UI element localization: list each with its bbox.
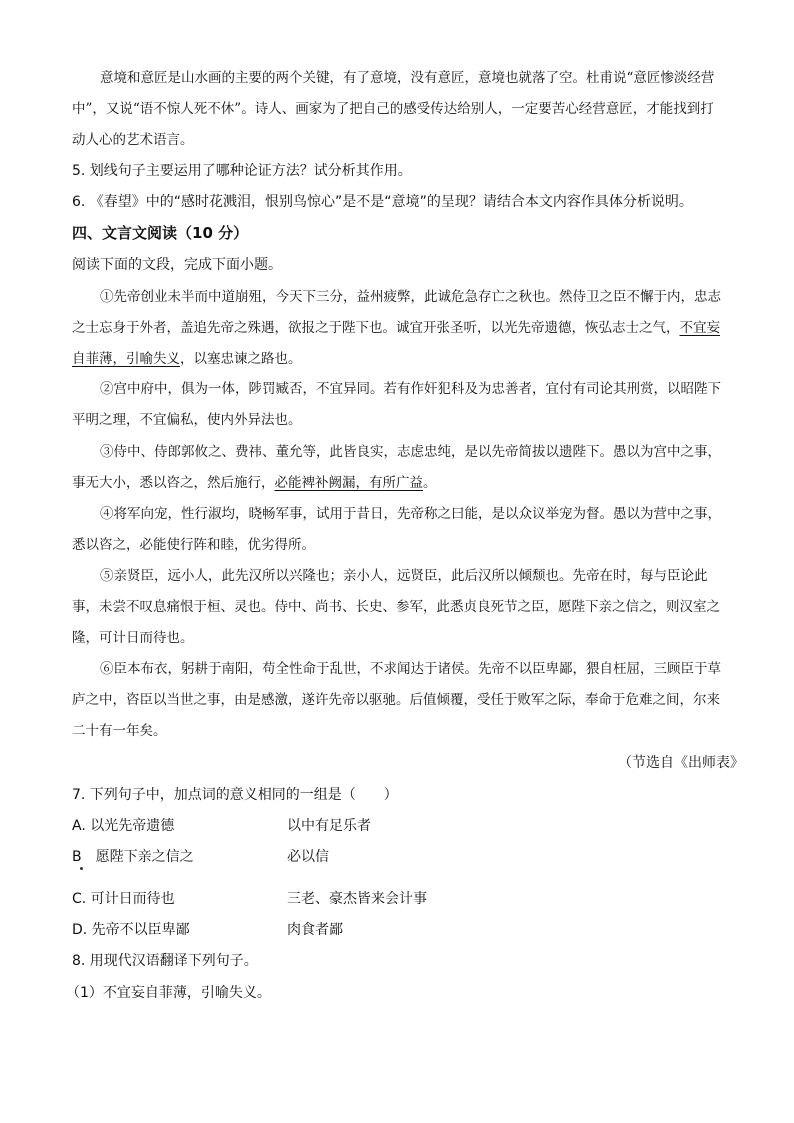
question-8-sub-1: （1）不宜妄自菲薄，引喻失义。 bbox=[66, 985, 271, 1001]
section-4-title: 四、文言文阅读（10 分） bbox=[72, 224, 249, 242]
question-8-stem: 8. 用现代汉语翻译下列句子。 bbox=[72, 953, 258, 969]
option-c-left: C. 可计日而待也 bbox=[72, 891, 175, 907]
underlined-sentence-1: 不宜妄自菲薄，引喻失义 bbox=[72, 320, 720, 367]
option-b-left: B 愿陛下亲之信之 bbox=[72, 849, 194, 865]
option-a-right: 以中有足乐者 bbox=[287, 818, 371, 834]
paragraph-1-text: ①先帝创业未半而中道崩殂，今天下三分，益州疲弊，此诚危急存亡之秋也。然侍卫之臣不懈于内，忠志之士忘身于外者，盖追先帝之殊遇，欲报之于陛下也。诚宜开张圣听，以光先帝遗德，恢弘志士之气， bbox=[72, 289, 721, 336]
classical-paragraph-1 bbox=[72, 282, 722, 375]
option-d-right: 肉食者鄙 bbox=[287, 922, 343, 938]
source-citation: （节选自《出师表》 bbox=[618, 755, 744, 771]
dot-marker bbox=[80, 867, 83, 870]
classical-paragraph-5: ⑤亲贤臣，远小人，此先汉所以兴隆也；亲小人，远贤臣，此后汉所以倾颓也。先帝在时，每与臣论此事，未尝不叹息痛恨于桓、灵也。侍中、尚书、长史、参军，此悉贞良死节之臣，愿陛下亲之信之，则汉室之隆，可计日而待也。 bbox=[72, 568, 720, 646]
section-4-instruction: 阅读下面的文段，完成下面小题。 bbox=[72, 257, 282, 273]
option-d-left: D. 先帝不以臣卑鄙 bbox=[72, 922, 190, 938]
classical-paragraph-4: ④将军向宠，性行淑均，晓畅军事，试用于昔日，先帝称之曰能，是以众议举宠为督。愚以为营中之事，悉以咨之，必能使行阵和睦，优劣得所。 bbox=[72, 506, 721, 553]
question-5: 5. 划线句子主要运用了哪种论证方法？试分析其作用。 bbox=[72, 163, 412, 179]
paragraph-3-tail: 。 bbox=[423, 475, 437, 491]
option-b-right: 必以信 bbox=[287, 849, 329, 865]
option-c-right: 三老、豪杰皆来会计事 bbox=[287, 891, 427, 907]
question-7-stem: 7. 下列句子中，加点词的意义相同的一组是（ ） bbox=[72, 787, 398, 803]
question-6: 6. 《春望》中的“感时花溅泪，恨别鸟惊心”是不是“意境”的呈现？请结合本文内容作具体分析说明。 bbox=[72, 194, 693, 210]
paragraph-3-text: ③侍中、侍郎郭攸之、费祎、董允等，此皆良实，志虑忠纯，是以先帝简拔以遗陛下。愚以为宫中之事，事无大小，悉以咨之，然后施行， bbox=[72, 444, 721, 491]
classical-paragraph-3 bbox=[72, 437, 722, 499]
underlined-sentence-2: 必能裨补阙漏，有所广益 bbox=[274, 475, 423, 491]
passage-intro-paragraph: 意境和意匠是山水画的主要的两个关键，有了意境，没有意匠，意境也就落了空。杜甫说“意匠惨淡经营中”，又说“语不惊人死不休”。诗人、画家为了把自己的感受传达给别人，一定要苦心经营意匠，才能找到打动人心的艺术语言。 bbox=[72, 70, 715, 148]
classical-paragraph-6: ⑥臣本布衣，躬耕于南阳，苟全性命于乱世，不求闻达于诸侯。先帝不以臣卑鄙，猥自枉屈，三顾臣于草庐之中，咨臣以当世之事，由是感激，遂许先帝以驱驰。后值倾覆，受任于败军之际，奉命于危难之间，尔来二十有一年矣。 bbox=[72, 661, 721, 739]
classical-paragraph-2: ②宫中府中，俱为一体，陟罚臧否，不宜异同。若有作奸犯科及为忠善者，宜付有司论其刑赏，以昭陛下平明之理，不宜偏私，使内外异法也。 bbox=[72, 381, 721, 428]
paragraph-1-tail: ，以塞忠谏之路也。 bbox=[180, 351, 302, 367]
option-a-left: A. 以光先帝遗德 bbox=[72, 818, 175, 834]
